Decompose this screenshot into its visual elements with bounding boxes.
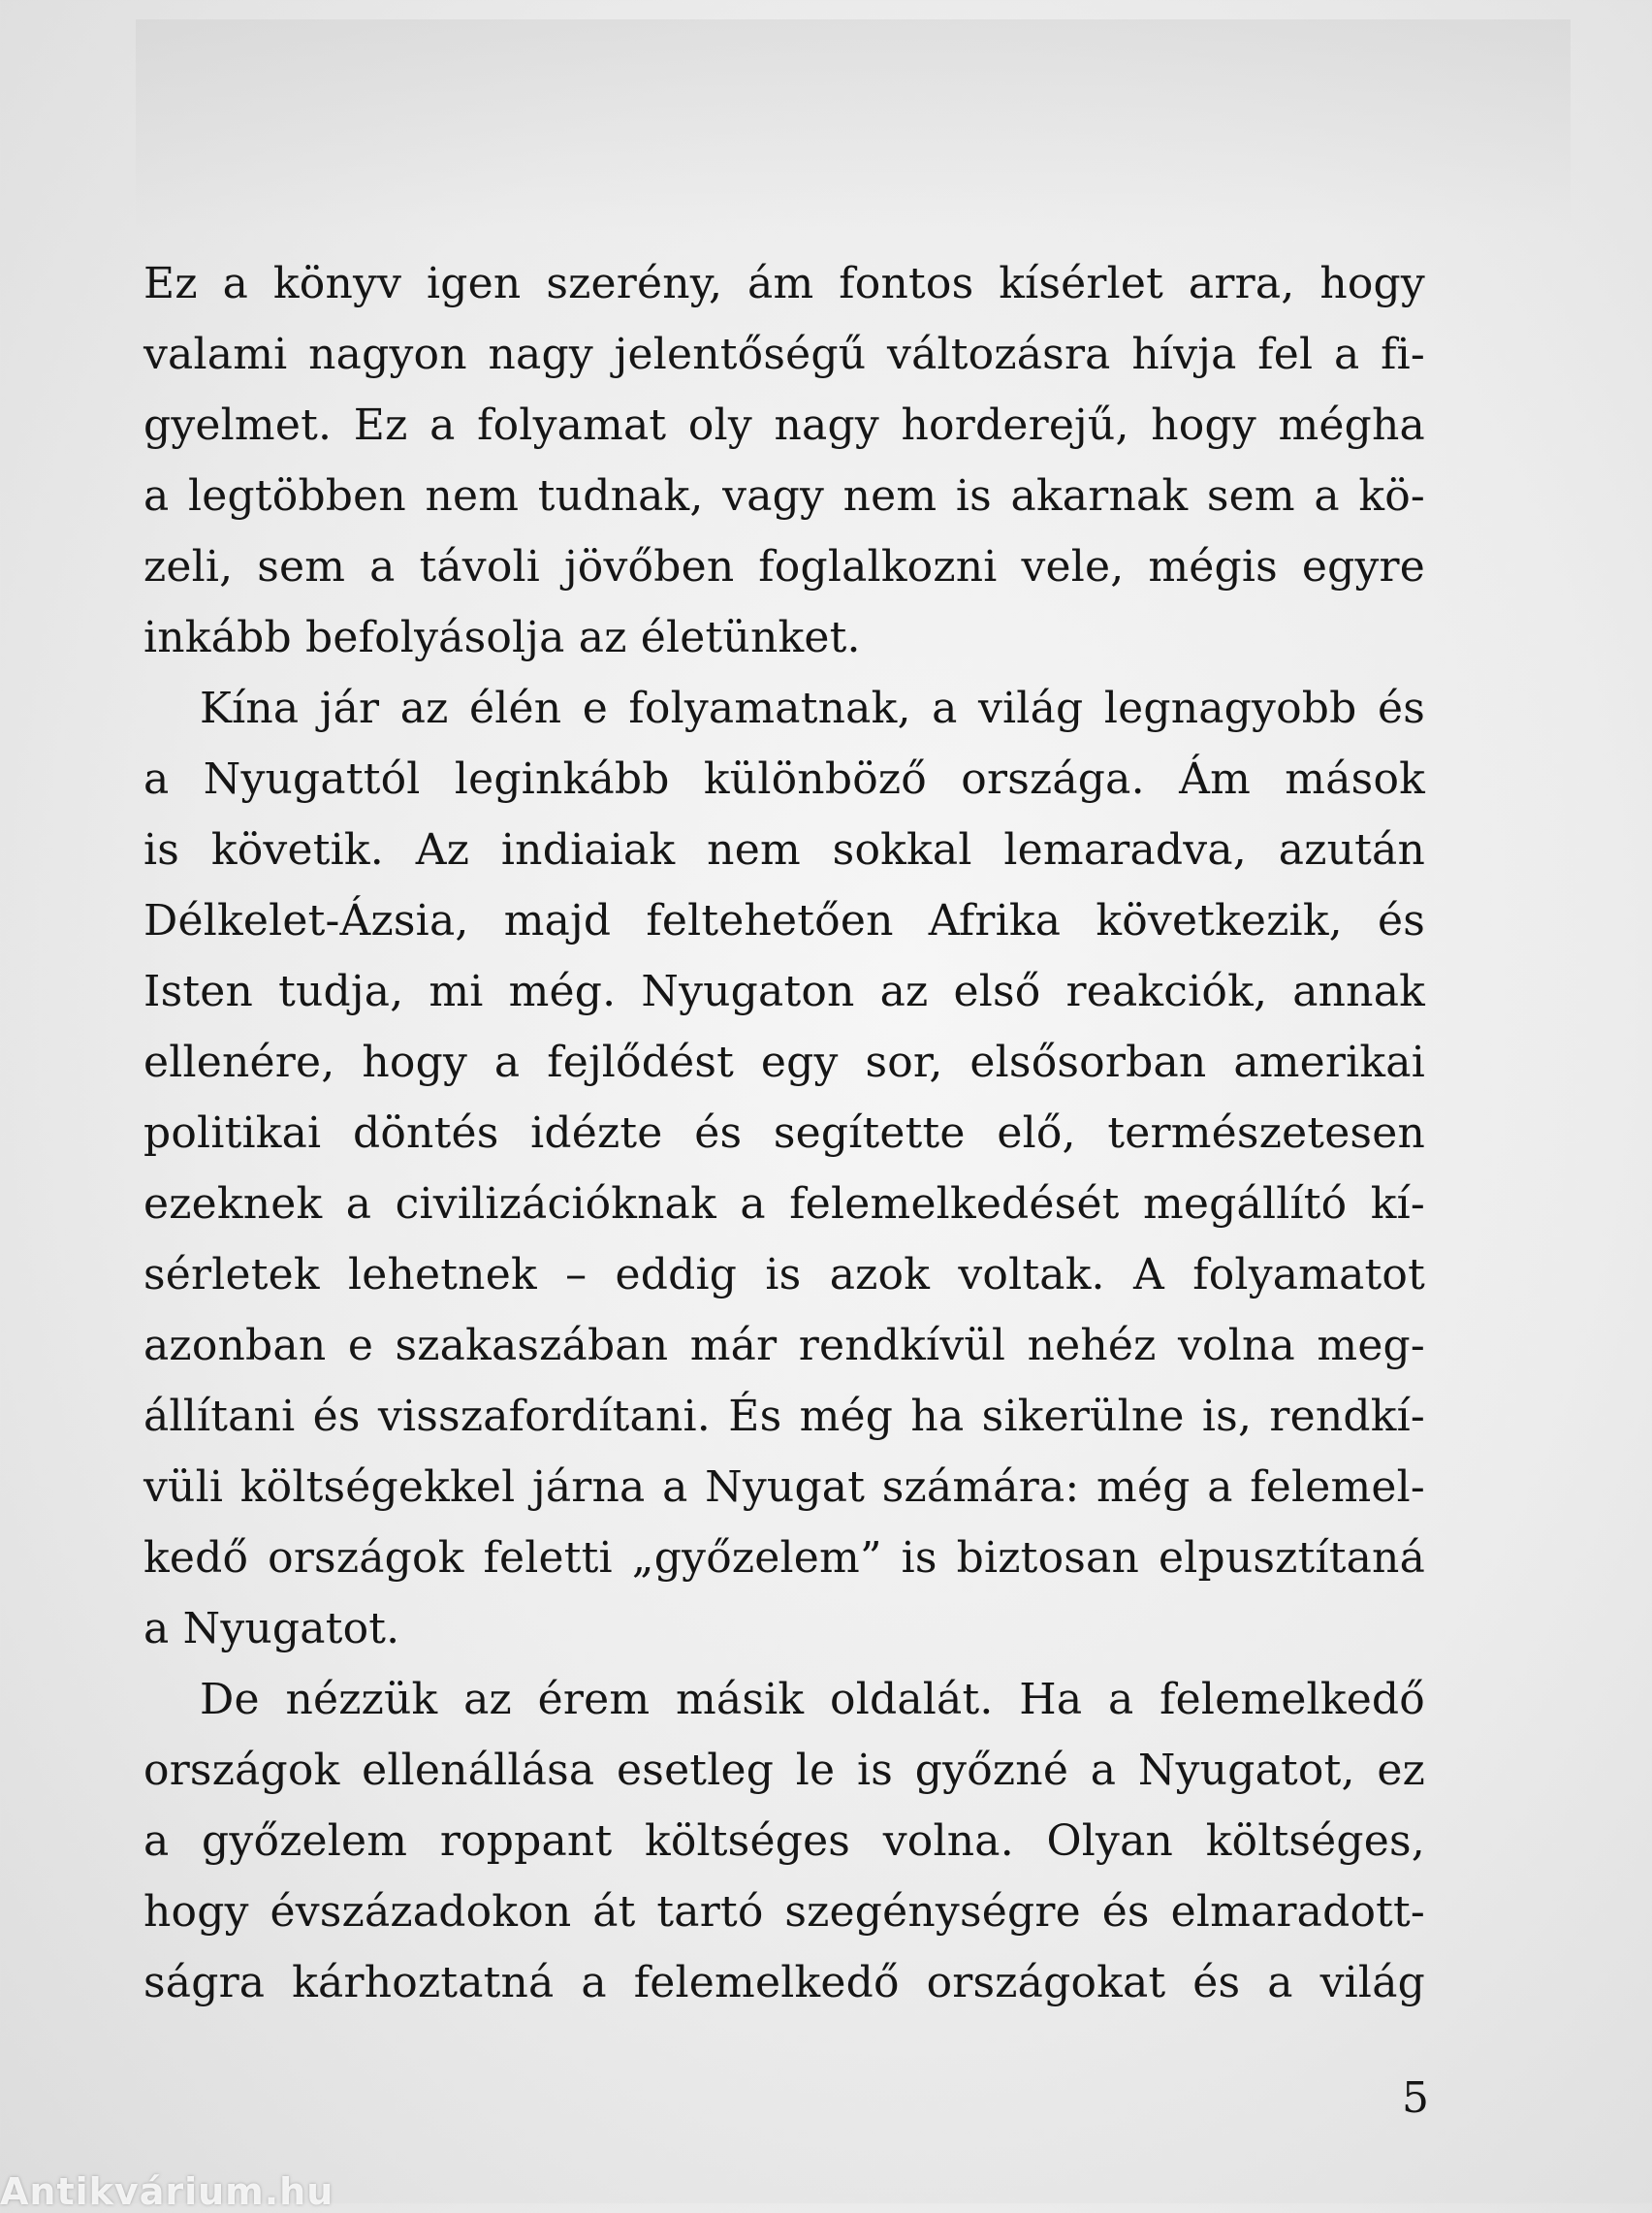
text-line: hogy évszázadokon át tartó szegénységre és elmaradott- <box>143 1887 1425 1937</box>
text-line: Isten tudja, mi még. Nyugaton az első reakciók, annak <box>143 967 1425 1016</box>
paragraph-1 <box>143 248 1425 673</box>
text-line: országok ellenállása esetleg le is győzné a Nyugatot, ez <box>143 1746 1425 1795</box>
watermark: Antikvárium.hu <box>0 2170 334 2213</box>
page-number: 5 <box>1402 2073 1429 2123</box>
body-text <box>143 248 1425 2018</box>
text-line: ellenére, hogy a fejlődést egy sor, elsősorban amerikai <box>143 1038 1425 1087</box>
text-line: politikai döntés idézte és segítette elő, természetesen <box>143 1108 1425 1158</box>
text-line: Ez a könyv igen szerény, ám fontos kísérlet arra, hogy <box>143 259 1425 308</box>
text-line: gyelmet. Ez a folyamat oly nagy horderejű, hogy mégha <box>143 401 1425 450</box>
text-line: állítani és visszafordítani. És még ha sikerülne is, rendkí- <box>143 1392 1425 1441</box>
text-line: a Nyugatot. <box>143 1604 400 1653</box>
paragraph-2 <box>143 673 1425 1664</box>
text-line: a győzelem roppant költséges volna. Olyan költséges, <box>143 1816 1425 1866</box>
paragraph-3 <box>143 1664 1425 2018</box>
text-line: ságra kárhoztatná a felemelkedő országokat és a világ <box>143 1958 1425 2007</box>
text-line: vüli költségekkel járna a Nyugat számára: még a felemel- <box>143 1462 1425 1512</box>
text-line: kedő országok feletti „győzelem” is biztosan elpusztítaná <box>143 1533 1425 1583</box>
text-line: inkább befolyásolja az életünket. <box>143 613 861 662</box>
bleed-through-shadow <box>136 19 1571 233</box>
text-line: Kína jár az élén e folyamatnak, a világ legnagyobb és <box>200 684 1425 733</box>
text-line: Délkelet-Ázsia, majd feltehetően Afrika következik, és <box>143 896 1425 946</box>
text-line: a Nyugattól leginkább különböző országa. Ám mások <box>143 754 1425 804</box>
text-line: zeli, sem a távoli jövőben foglalkozni vele, mégis egyre <box>143 542 1425 592</box>
text-line: sérletek lehetnek – eddig is azok voltak. A folyamatot <box>143 1250 1425 1299</box>
text-line: is követik. Az indiaiak nem sokkal lemaradva, azután <box>143 825 1425 875</box>
text-line: azonban e szakaszában már rendkívül nehéz volna meg- <box>143 1321 1425 1370</box>
text-line: a legtöbben nem tudnak, vagy nem is akarnak sem a kö- <box>143 471 1425 521</box>
text-line: De nézzük az érem másik oldalát. Ha a felemelkedő <box>200 1675 1425 1724</box>
text-line: valami nagyon nagy jelentőségű változásra hívja fel a fi- <box>143 330 1425 379</box>
text-line: ezeknek a civilizációknak a felemelkedését megállító kí- <box>143 1179 1425 1229</box>
